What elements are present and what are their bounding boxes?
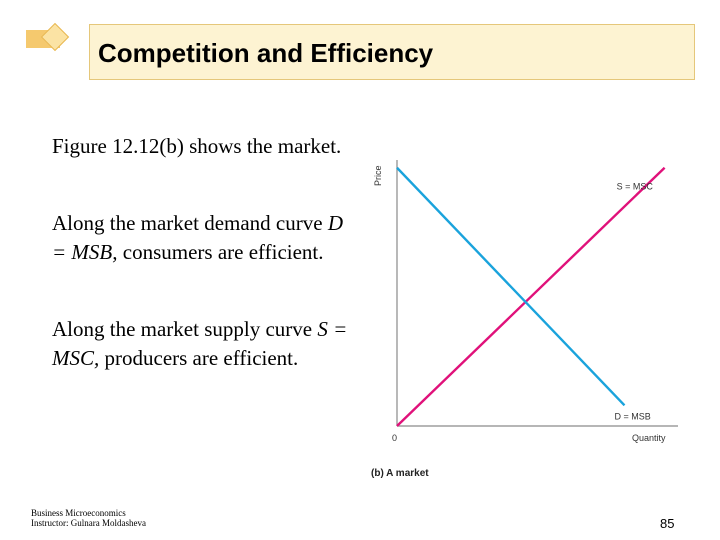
title-box (89, 24, 695, 80)
demand-curve-label: D = MSB (614, 411, 651, 422)
paragraph-supply (52, 315, 352, 373)
slide-title: Competition and Efficiency (98, 38, 434, 68)
footer-instructor: Instructor: Gulnara Moldasheva (31, 518, 146, 528)
paragraph-text: producers are efficient. (99, 346, 299, 370)
supply-curve-label: S = MSC (616, 181, 653, 192)
supply-curve (397, 168, 665, 426)
paragraph-text: consumers are efficient. (117, 240, 324, 264)
x-axis-label: Quantity (632, 433, 666, 443)
origin-label: 0 (392, 433, 398, 443)
paragraph-figure (52, 132, 352, 161)
paragraph-text: Along the market supply curve (52, 317, 318, 341)
supply-curve-label: S = MSC, (52, 317, 348, 370)
paragraph-text: Along the market demand curve (52, 211, 328, 235)
chart-caption: (b) A market (371, 468, 429, 479)
footer (31, 508, 146, 528)
footer-course: Business Microeconomics (31, 508, 126, 518)
demand-curve (397, 168, 624, 406)
y-axis-label: Price (373, 165, 383, 186)
page-number: 85 (660, 516, 675, 531)
paragraph-demand (52, 209, 352, 267)
market-chart (360, 150, 690, 490)
demand-curve-label: D = MSB, (52, 211, 343, 264)
paragraph-text: Figure 12.12(b) shows the market. (52, 134, 342, 158)
